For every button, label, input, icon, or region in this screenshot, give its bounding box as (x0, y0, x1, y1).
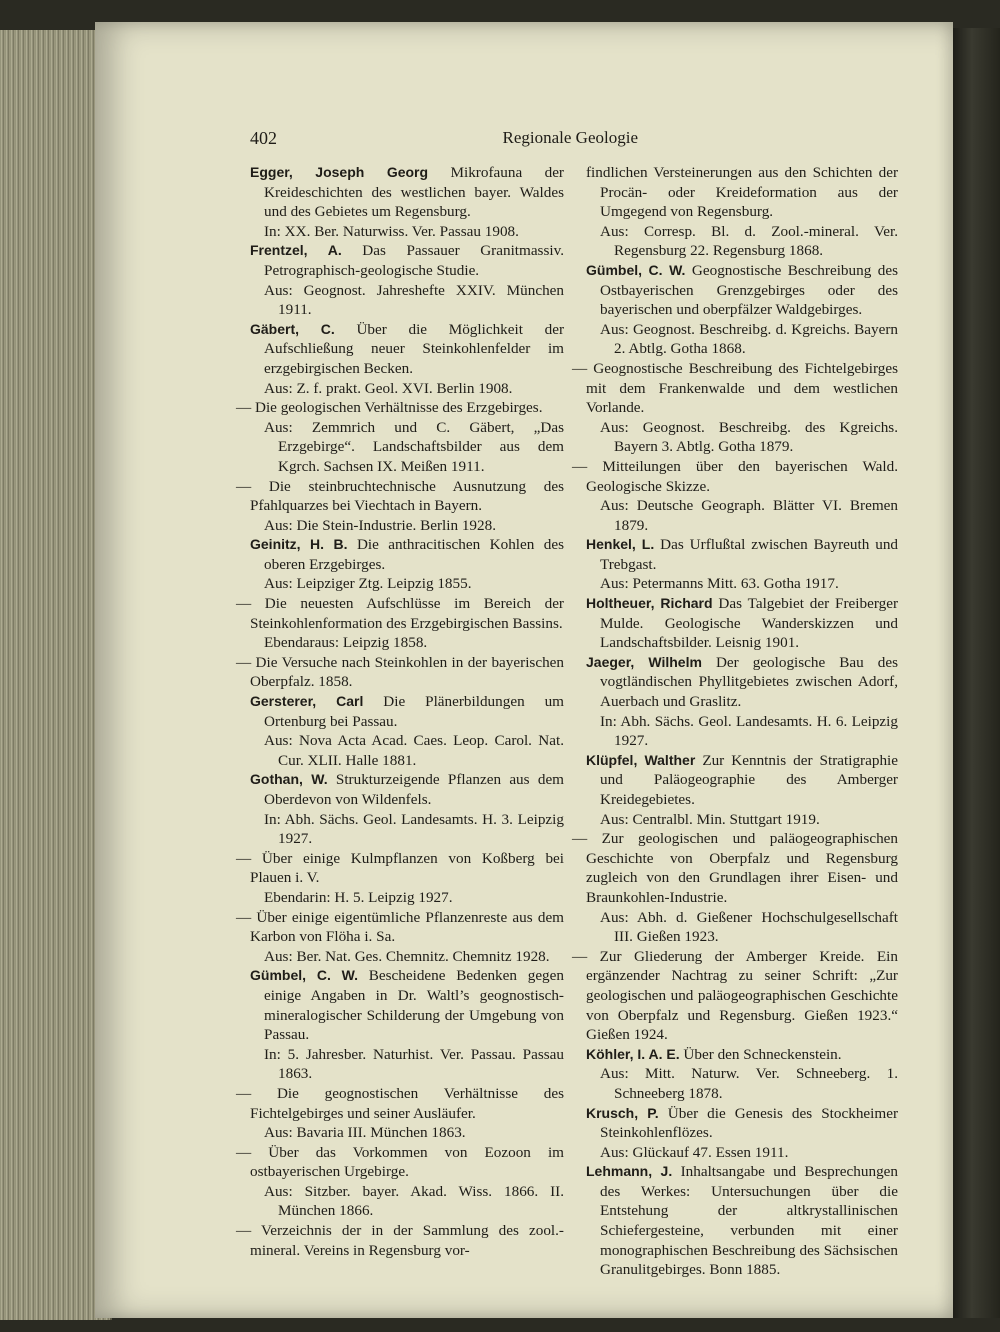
entry-author: Frentzel, A. (250, 242, 342, 259)
entry-source: Aus: Sitzber. bayer. Akad. Wiss. 1866. II. München 1866. (264, 1182, 564, 1220)
entry-title: Geognostische Beschreibung des Ostbayerischen Grenzgebirges oder des bayerischen und oberpfälzer Waldgebirges. (600, 261, 898, 319)
bibliography-entry (586, 1045, 898, 1065)
right-column (572, 163, 899, 1280)
entry-author: Lehmann, J. (586, 1163, 673, 1180)
entry-source: Aus: Nova Acta Acad. Caes. Leop. Carol. Nat. Cur. XLII. Halle 1881. (264, 732, 564, 769)
entry-author: Köhler, I. A. E. (586, 1045, 680, 1062)
entry-title: Das Urflußtal zwischen Bayreuth und Trebgast. (600, 536, 899, 573)
entry-source: Aus: Corresp. Bl. d. Zool.-mineral. Ver. Regensburg 22. Regensburg 1868. (600, 222, 898, 260)
opposite-page-edge (953, 28, 1000, 1318)
bibliography-entry (586, 1104, 898, 1143)
page-number: 402 (250, 128, 277, 148)
bibliography-entry (250, 692, 564, 731)
entry-ditto: — Verzeichnis der in der Sammlung des zool.-mineral. Vereins in Regensburg vor- (236, 1222, 564, 1259)
entry-ditto: — Die neuesten Aufschlüsse im Bereich der Steinkohlenformation des Erzgebirgischen Bassins. (236, 595, 564, 632)
entry-ditto: — Die geologischen Verhältnisse des Erzgebirges. (236, 399, 543, 417)
bibliography-entry (250, 241, 564, 280)
entry-author: Gümbel, C. W. (586, 261, 686, 278)
entry-source: Aus: Abh. d. Gießener Hochschulgesellschaft III. Gießen 1923. (600, 908, 898, 946)
entry-source: Aus: Zemmrich und C. Gäbert, „Das Erzgebirge“. Landschaftsbilder aus dem Kgrch. Sachsen IX. Meißen 1911. (264, 418, 564, 475)
entry-source: In: XX. Ber. Naturwiss. Ver. Passau 1908. (264, 222, 519, 240)
entry-source: Aus: Glückauf 47. Essen 1911. (600, 1143, 789, 1161)
entry-author: Egger, Joseph Georg (250, 164, 429, 180)
entry-author: Krusch, P. (586, 1104, 659, 1121)
bibliography-entry (250, 535, 564, 574)
entry-author: Gersterer, Carl (250, 693, 364, 710)
left-column (236, 163, 565, 1260)
entry-ditto: — Mitteilungen über den bayerischen Wald. Geologische Skizze. (572, 457, 898, 495)
entry-author: Gothan, W. (250, 771, 328, 788)
bibliography-entry (586, 535, 898, 574)
entry-source: Aus: Mitt. Naturw. Ver. Schneeberg. 1. Schneeberg 1878. (600, 1065, 898, 1102)
bibliography-entry (586, 751, 898, 810)
entry-source: In: 5. Jahresber. Naturhist. Ver. Passau. Passau 1863. (264, 1045, 564, 1083)
entry-author: Geinitz, H. B. (250, 536, 348, 553)
entry-source: In: Abh. Sächs. Geol. Landesamts. H. 6. Leipzig 1927. (600, 712, 898, 750)
entry-ditto: — Zur geologischen und paläogeographischen Geschichte von Oberpfalz und Regensburg zugleich von den Grundlagen ihrer Eisen- und Braunkohlen-Industrie. (572, 830, 898, 906)
entry-source: Ebendaraus: Leipzig 1858. (264, 634, 428, 652)
entry-ditto: — Zur Gliederung der Amberger Kreide. Ein ergänzender Nachtrag zu seiner Schrift: „Zur geologischen und paläogeographischen Geschichte von Oberpfalz und Regensburg. Gießen 1923.“ Gießen 1924. (572, 947, 898, 1044)
entry-source: Aus: Geognost. Jahreshefte XXIV. München 1911. (264, 281, 564, 319)
entry-ditto: — Über einige eigentümliche Pflanzenreste aus dem Karbon von Flöha i. Sa. (236, 908, 564, 946)
page-header (250, 128, 638, 150)
entry-ditto: — Die steinbruchtechnische Ausnutzung des Pfahlquarzes bei Viechtach in Bayern. (236, 477, 564, 515)
entry-source: Aus: Ber. Nat. Ges. Chemnitz. Chemnitz 1928. (264, 947, 550, 965)
entry-ditto: — Die Versuche nach Steinkohlen in der bayerischen Oberpfalz. 1858. (236, 653, 564, 691)
entry-author: Gäbert, C. (250, 320, 335, 337)
entry-ditto: — Geognostische Beschreibung des Fichtelgebirges mit dem Frankenwalde und dem westlichen Vorlande. (572, 359, 898, 417)
entry-title: Die Plänerbildungen um Ortenburg bei Passau. (264, 693, 564, 730)
entry-title: Über die Möglichkeit der Aufschließung neuer Steinkohlenfelder im erzgebirgischen Becken. (264, 320, 565, 377)
running-title: Regionale Geologie (502, 128, 638, 147)
entry-title: Mikrofauna der Kreideschichten des westlichen bayer. Waldes und des Gebietes um Regensburg. (264, 164, 564, 221)
entry-source: Aus: Deutsche Geograph. Blätter VI. Bremen 1879. (600, 497, 898, 534)
entry-author: Klüpfel, Walther (586, 751, 696, 768)
bibliography-entry (586, 653, 898, 712)
entry-author: Henkel, L. (586, 536, 655, 553)
entry-source: Ebendarin: H. 5. Leipzig 1927. (264, 888, 453, 906)
entry-title: Die anthracitischen Kohlen des oberen Erzgebirges. (264, 536, 564, 573)
bibliography-entry (250, 163, 564, 222)
entry-ditto: — Über einige Kulmpflanzen von Koßberg bei Plauen i. V. (236, 849, 564, 887)
entry-title: Über den Schneckenstein. (683, 1045, 842, 1063)
entry-title: Das Talgebiet der Freiberger Mulde. Geologische Wanderskizzen und Landschaftsbilder. Leisnig 1901. (600, 595, 899, 652)
entry-author: Gümbel, C. W. (250, 967, 359, 984)
entry-source: Aus: Geognost. Beschreibg. des Kgreichs. Bayern 3. Abtlg. Gotha 1879. (600, 418, 898, 456)
bibliography-entry (586, 594, 898, 653)
entry-ditto: — Die geognostischen Verhältnisse des Fichtelgebirges und seiner Ausläufer. (236, 1084, 564, 1122)
bibliography-entry (250, 320, 564, 379)
entry-source: Aus: Die Stein-Industrie. Berlin 1928. (264, 516, 497, 534)
bibliography-entry (586, 1162, 898, 1280)
entry-source: Aus: Leipziger Ztg. Leipzig 1855. (264, 575, 472, 593)
entry-title: Zur Kenntnis der Stratigraphie und Paläogeographie des Amberger Kreidegebietes. (600, 751, 899, 808)
bibliography-entry (250, 966, 564, 1044)
entry-ditto: — Über das Vorkommen von Eozoon im ostbayerischen Urgebirge. (236, 1143, 564, 1181)
entry-source: Aus: Geognost. Beschreibg. d. Kgreichs. Bayern 2. Abtlg. Gotha 1868. (600, 320, 898, 358)
entry-source: Aus: Z. f. prakt. Geol. XVI. Berlin 1908. (264, 379, 513, 397)
entry-title: Bescheidene Bedenken gegen einige Angaben in Dr. Waltl’s geognostisch-mineralogischer Schilderung der Umgebung von Passau. (264, 967, 564, 1044)
entry-title: Der geologische Bau des vogtländischen Phyllitgebietes zwischen Adorf, Auerbach und Graslitz. (600, 653, 898, 711)
entry-title: Über die Genesis des Stockheimer Steinkohlenflözes. (600, 1104, 898, 1142)
entry-author: Jaeger, Wilhelm (586, 653, 702, 670)
entry-continuation: findlichen Versteinerungen aus den Schichten der Procän- oder Kreideformation aus der Umgegend von Regensburg. (586, 164, 898, 221)
entry-source: Aus: Petermanns Mitt. 63. Gotha 1917. (600, 575, 839, 593)
entry-source: In: Abh. Sächs. Geol. Landesamts. H. 3. Leipzig 1927. (264, 810, 564, 848)
entry-source: Aus: Centralbl. Min. Stuttgart 1919. (600, 810, 820, 828)
entry-title: Das Passauer Granitmassiv. Petrographisch-geologische Studie. (264, 242, 565, 279)
entry-source: Aus: Bavaria III. München 1863. (264, 1124, 466, 1142)
entry-title: Strukturzeigende Pflanzen aus dem Oberdevon von Wildenfels. (264, 771, 564, 808)
entry-title: Inhaltsangabe und Besprechungen des Werkes: Untersuchungen über die Entstehung der altkrystallinischen Schiefergesteine, verbunden mit einer monographischen Beschreibung des Sächsischen Granulitgebirges. Bonn 1885. (600, 1163, 899, 1279)
entry-author: Holtheuer, Richard (586, 595, 713, 612)
bibliography-entry (250, 770, 564, 809)
bibliography-entry (586, 261, 898, 320)
